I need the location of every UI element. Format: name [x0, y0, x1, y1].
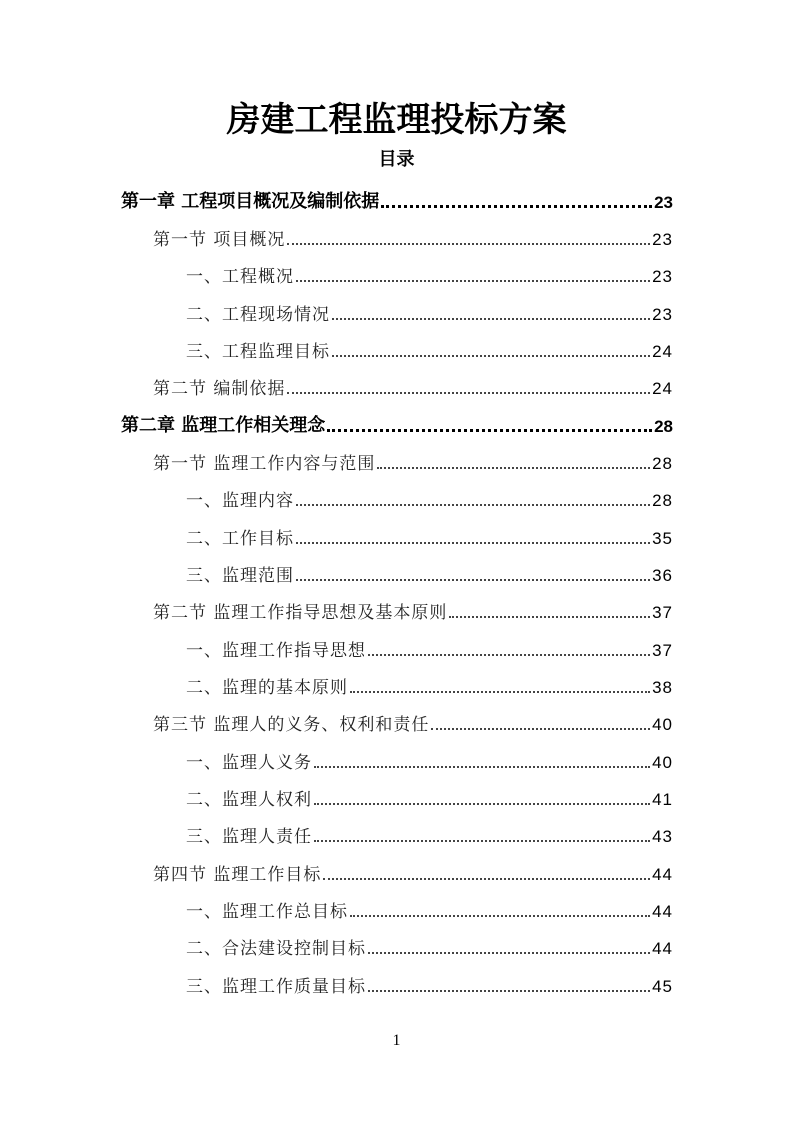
toc-entry-section[interactable] — [153, 213, 673, 250]
toc-entry-page: 36 — [652, 566, 673, 585]
dot-leader — [332, 317, 650, 320]
document-title: 房建工程监理投标方案 — [226, 100, 567, 140]
toc-entry-label: 三、监理工作质量目标 — [186, 977, 366, 997]
toc-entry-page: 23 — [652, 230, 673, 249]
toc-entry-subsection[interactable] — [186, 325, 673, 362]
toc-entry-page: 44 — [652, 939, 673, 958]
toc-entry-page: 28 — [652, 454, 673, 473]
toc-entry-label: 一、监理工作总目标 — [186, 902, 348, 922]
toc-entry-page: 37 — [652, 641, 673, 660]
dot-leader — [327, 428, 652, 432]
dot-leader — [381, 204, 652, 208]
toc-entry-label: 第一节 监理工作内容与范围 — [153, 454, 376, 474]
dot-leader — [350, 690, 650, 693]
toc-entry-label: 第二章 监理工作相关理念 — [121, 415, 326, 436]
toc-entry-page: 35 — [652, 529, 673, 548]
toc-entry-page: 23 — [654, 193, 673, 212]
dot-leader — [296, 541, 650, 544]
toc-entry-page: 44 — [652, 865, 673, 884]
toc-entry-label: 二、监理的基本原则 — [186, 678, 348, 698]
dot-leader — [323, 877, 650, 880]
dot-leader — [377, 466, 650, 469]
dot-leader — [332, 354, 650, 357]
toc-entry-subsection[interactable] — [186, 624, 673, 661]
toc-entry-label: 一、监理工作指导思想 — [186, 641, 366, 661]
dot-leader — [314, 802, 650, 805]
toc-entry-section[interactable] — [153, 698, 673, 735]
toc-entry-page: 23 — [652, 267, 673, 286]
toc-entry-label: 二、工作目标 — [186, 529, 294, 549]
toc-entry-page: 45 — [652, 977, 673, 996]
toc-entry-label: 三、监理人责任 — [186, 827, 312, 847]
toc-entry-page: 24 — [652, 342, 673, 361]
toc-entry-subsection[interactable] — [186, 885, 673, 922]
dot-leader — [314, 839, 650, 842]
toc-entry-page: 41 — [652, 790, 673, 809]
dot-leader — [449, 615, 650, 618]
dot-leader — [431, 727, 650, 730]
dot-leader — [287, 242, 650, 245]
dot-leader — [368, 989, 650, 992]
dot-leader — [296, 503, 650, 506]
toc-entry-label: 二、工程现场情况 — [186, 305, 330, 325]
toc-entry-subsection[interactable] — [186, 288, 673, 325]
dot-leader — [296, 279, 650, 282]
toc-entry-label: 第四节 监理工作目标 — [153, 865, 322, 885]
toc-entry-label: 一、监理内容 — [186, 491, 294, 511]
toc-entry-section[interactable] — [153, 848, 673, 885]
dot-leader — [350, 914, 650, 917]
toc-entry-section[interactable] — [153, 362, 673, 399]
toc-entry-subsection[interactable] — [186, 810, 673, 847]
toc-entry-subsection[interactable] — [186, 773, 673, 810]
toc-entry-subsection[interactable] — [186, 661, 673, 698]
toc-entry-subsection[interactable] — [186, 512, 673, 549]
toc-entry-label: 一、监理人义务 — [186, 753, 312, 773]
toc-entry-page: 44 — [652, 902, 673, 921]
toc-entry-subsection[interactable] — [186, 922, 673, 959]
toc-entry-page: 43 — [652, 827, 673, 846]
toc-entry-section[interactable] — [153, 586, 673, 623]
toc-entry-page: 28 — [652, 491, 673, 510]
toc-entry-page: 38 — [652, 678, 673, 697]
toc-entry-page: 28 — [654, 417, 673, 436]
toc-entry-label: 二、合法建设控制目标 — [186, 939, 366, 959]
toc-entry-chapter[interactable] — [121, 176, 673, 213]
toc-entry-subsection[interactable] — [186, 736, 673, 773]
toc-entry-subsection[interactable] — [186, 960, 673, 997]
page-number: 1 — [392, 1032, 401, 1049]
toc-entry-label: 第三节 监理人的义务、权利和责任 — [153, 715, 430, 735]
toc-entry-label: 第二节 监理工作指导思想及基本原则 — [153, 603, 448, 623]
toc-entry-label: 第一节 项目概况 — [153, 230, 286, 250]
toc-entry-label: 三、工程监理目标 — [186, 342, 330, 362]
toc-entry-chapter[interactable] — [121, 400, 673, 437]
dot-leader — [368, 951, 650, 954]
toc-entry-subsection[interactable] — [186, 549, 673, 586]
toc-entry-section[interactable] — [153, 437, 673, 474]
toc-entry-label: 三、监理范围 — [186, 566, 294, 586]
toc-entry-page: 40 — [652, 715, 673, 734]
dot-leader — [368, 653, 650, 656]
toc-heading: 目录 — [378, 149, 415, 170]
toc-entry-subsection[interactable] — [186, 250, 673, 287]
toc-entry-page: 37 — [652, 603, 673, 622]
toc-entry-page: 23 — [652, 305, 673, 324]
toc-entry-subsection[interactable] — [186, 474, 673, 511]
dot-leader — [314, 765, 650, 768]
toc-entry-label: 第一章 工程项目概况及编制依据 — [121, 191, 380, 212]
toc-entry-page: 24 — [652, 379, 673, 398]
dot-leader — [296, 578, 650, 581]
toc-entry-label: 二、监理人权利 — [186, 790, 312, 810]
dot-leader — [287, 391, 650, 394]
toc-entry-label: 第二节 编制依据 — [153, 379, 286, 399]
toc-entry-label: 一、工程概况 — [186, 267, 294, 287]
toc-entry-page: 40 — [652, 753, 673, 772]
